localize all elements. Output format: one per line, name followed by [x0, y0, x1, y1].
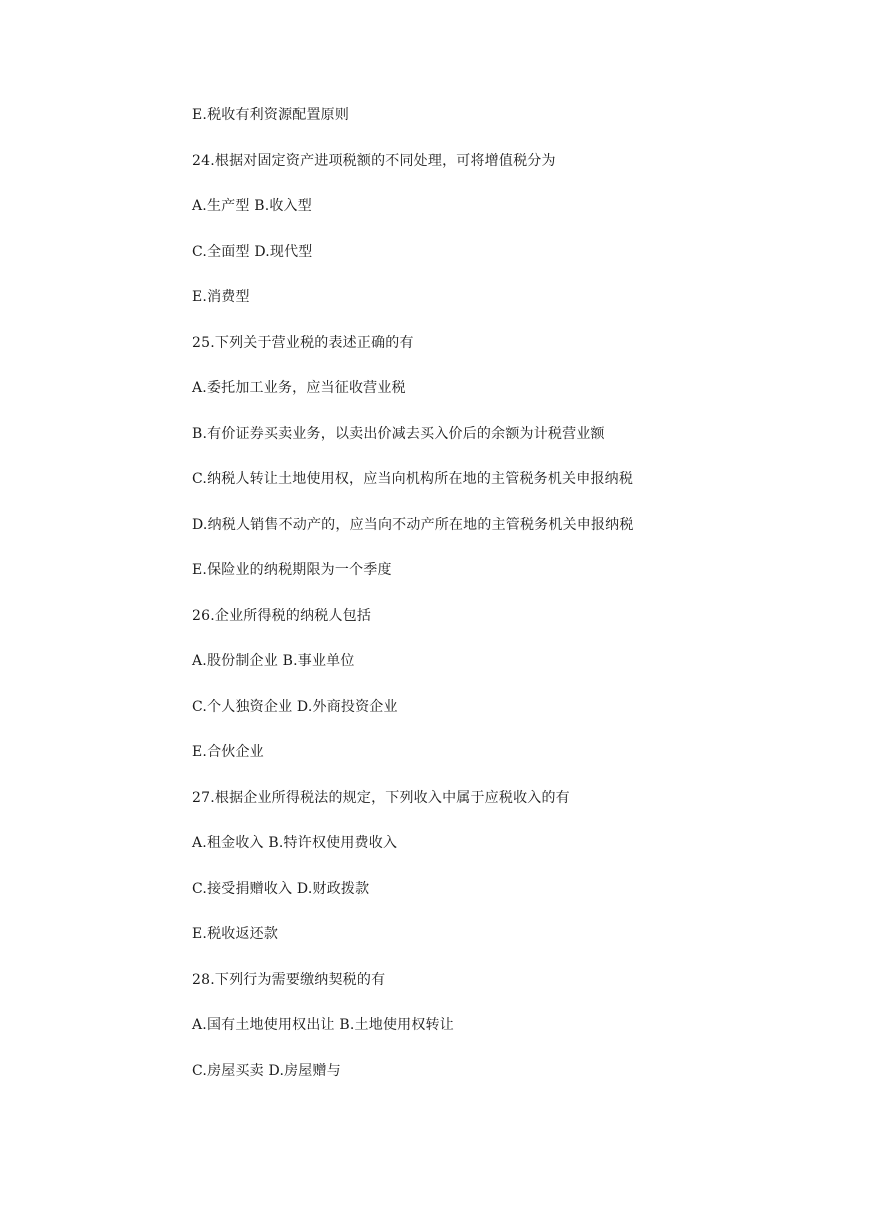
option-line-28-cd: C.房屋买卖 D.房屋赠与 [192, 1062, 341, 1079]
question-24: 24.根据对固定资产进项税额的不同处理，可将增值税分为 [192, 152, 556, 169]
option-line-27-ab: A.租金收入 B.特许权使用费收入 [192, 835, 398, 851]
option-line-24-cd: C.全面型 D.现代型 [192, 243, 313, 260]
option-line-25-c: C.纳税人转让土地使用权，应当向机构所在地的主管税务机关申报纳税 [192, 471, 634, 487]
option-line-27-e: E.税收返还款 [192, 926, 279, 942]
question-27: 27.根据企业所得税法的规定，下列收入中属于应税收入的有 [192, 789, 570, 806]
option-line-25-a: A.委托加工业务，应当征收营业税 [192, 380, 406, 396]
option-line-24-ab: A.生产型 B.收入型 [192, 198, 312, 214]
option-line-27-cd: C.接受捐赠收入 D.财政拨款 [192, 880, 370, 897]
option-line-24-e2: E.消费型 [192, 289, 250, 305]
option-line-25-e: E.保险业的纳税期限为一个季度 [192, 562, 392, 578]
option-line-24-e: E.税收有利资源配置原则 [192, 107, 350, 123]
option-line-25-b: B.有价证券买卖业务，以卖出价减去买入价后的余额为计税营业额 [192, 425, 605, 442]
option-line-28-ab: A.国有土地使用权出让 B.土地使用权转让 [192, 1017, 454, 1033]
question-26: 26.企业所得税的纳税人包括 [192, 607, 372, 624]
option-line-26-e: E.合伙企业 [192, 744, 264, 760]
document-text-body [192, 103, 634, 1104]
question-25: 25.下列关于营业税的表述正确的有 [192, 334, 414, 351]
question-28: 28.下列行为需要缴纳契税的有 [192, 971, 386, 988]
option-line-26-ab: A.股份制企业 B.事业单位 [192, 653, 355, 669]
option-line-26-cd: C.个人独资企业 D.外商投资企业 [192, 698, 398, 715]
option-line-25-d: D.纳税人销售不动产的，应当向不动产所在地的主管税务机关申报纳税 [192, 516, 634, 533]
